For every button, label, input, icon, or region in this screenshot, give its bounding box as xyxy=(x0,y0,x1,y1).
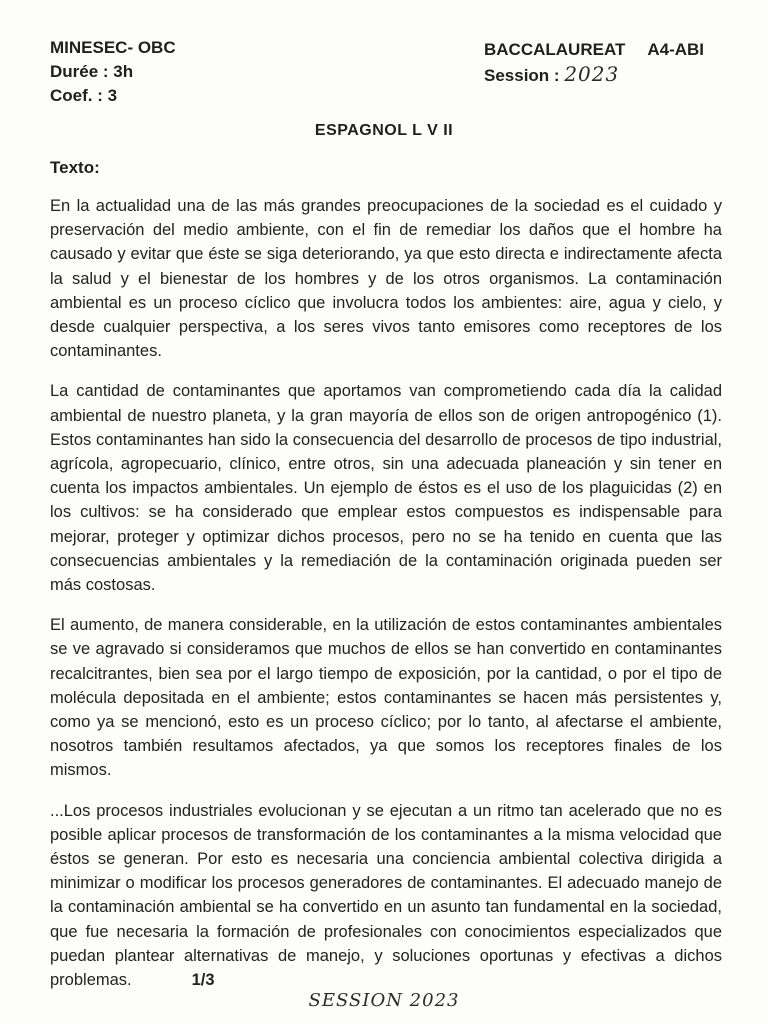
ministry-label: MINESEC- OBC xyxy=(50,38,176,57)
duration-label: Durée : 3h xyxy=(50,62,134,81)
paragraph: ...Los procesos industriales evolucionan y se ejecutan a un ritmo tan acelerado que no es posible aplicar procesos de transformación de los contaminantes a la misma velocidad que éstos se generan. Por esto es necesaria una conciencia ambiental colectiva dirigida a minimizar o modificar los procesos generadores de contaminantes. El adecuado manejo de la contaminación ambiental se ha convertido en un asunto tan fundamental en la sociedad, que fue necesaria la formación de profesionales con conocimientos especializados que puedan plantear alternativas de manejo, y soluciones oportunas y efectivas a dichos problemas. xyxy=(50,801,722,990)
coefficient-label: Coef. : 3 xyxy=(50,86,118,105)
paragraph-last xyxy=(50,799,722,993)
text-body xyxy=(50,194,722,1008)
subject-title: ESPAGNOL L V II xyxy=(314,122,454,139)
header-right xyxy=(484,38,704,88)
paragraph: El aumento, de manera considerable, en la utilización de estos contaminantes ambientales se ve agravado si consideramos que muchos de ellos se han convertido en contaminantes recalcitrantes, bien sea por el largo tiempo de exposición, por la cantidad, o por el tipo de molécula depositada en el ambiente; estos contaminantes se hacen más persistentes y, como ya se mencionó, esto es un proceso cíclico; por lo tanto, al afectarse el ambiente, nosotros también resultamos afectados, ya que somos los receptores finales de los mismos. xyxy=(50,616,722,780)
paragraph: La cantidad de contaminantes que aportamos van comprometiendo cada día la calidad ambiental de nuestro planeta, y la gran mayoría de ellos son de origen antropogénico (1). Estos contaminantes han sido la consecuencia del desarrollo de procesos de tipo industrial, agrícola, agropecuario, clínico, entre otros, sin una adecuada planeación y sin tener en cuenta los impactos ambientales. Un ejemplo de éstos es el uso de los plaguicidas (2) en los cultivos: se ha considerado que emplear estos compuestos es indispensable para mejorar, proteger y optimizar dichos procesos, pero no se ha tenido en cuenta que las consecuencias ambientales y la remediación de la contaminación originada pueden ser más costosas. xyxy=(50,382,722,595)
exam-name: BACCALAUREAT xyxy=(484,40,626,59)
paragraph: En la actualidad una de las más grandes preocupaciones de la sociedad es el cuidado y preservación del medio ambiente, con el fin de remediar los daños que el hombre ha causado y evitar que éste se siga deteriorando, ya que esto directa e indirectamente afecta la salud y el bienestar de los hombres y de los otros organismos. La contaminación ambiental es un proceso cíclico que involucra todos los ambientes: aire, agua y cielo, y desde cualquier perspectiva, a los seres vivos tanto emisores como receptores de los contaminantes. xyxy=(50,197,722,361)
exam-title-row xyxy=(484,38,704,62)
exam-series: A4-ABI xyxy=(647,40,705,59)
footer-session-handwritten: SESSION 2023 xyxy=(308,990,460,1011)
section-title: Texto: xyxy=(50,158,100,177)
session-year-handwritten: 2023 xyxy=(564,62,620,86)
session-label: Session : xyxy=(484,66,565,85)
header-left xyxy=(50,36,176,108)
page-number: 1/3 xyxy=(191,971,215,990)
session-row xyxy=(484,62,704,88)
